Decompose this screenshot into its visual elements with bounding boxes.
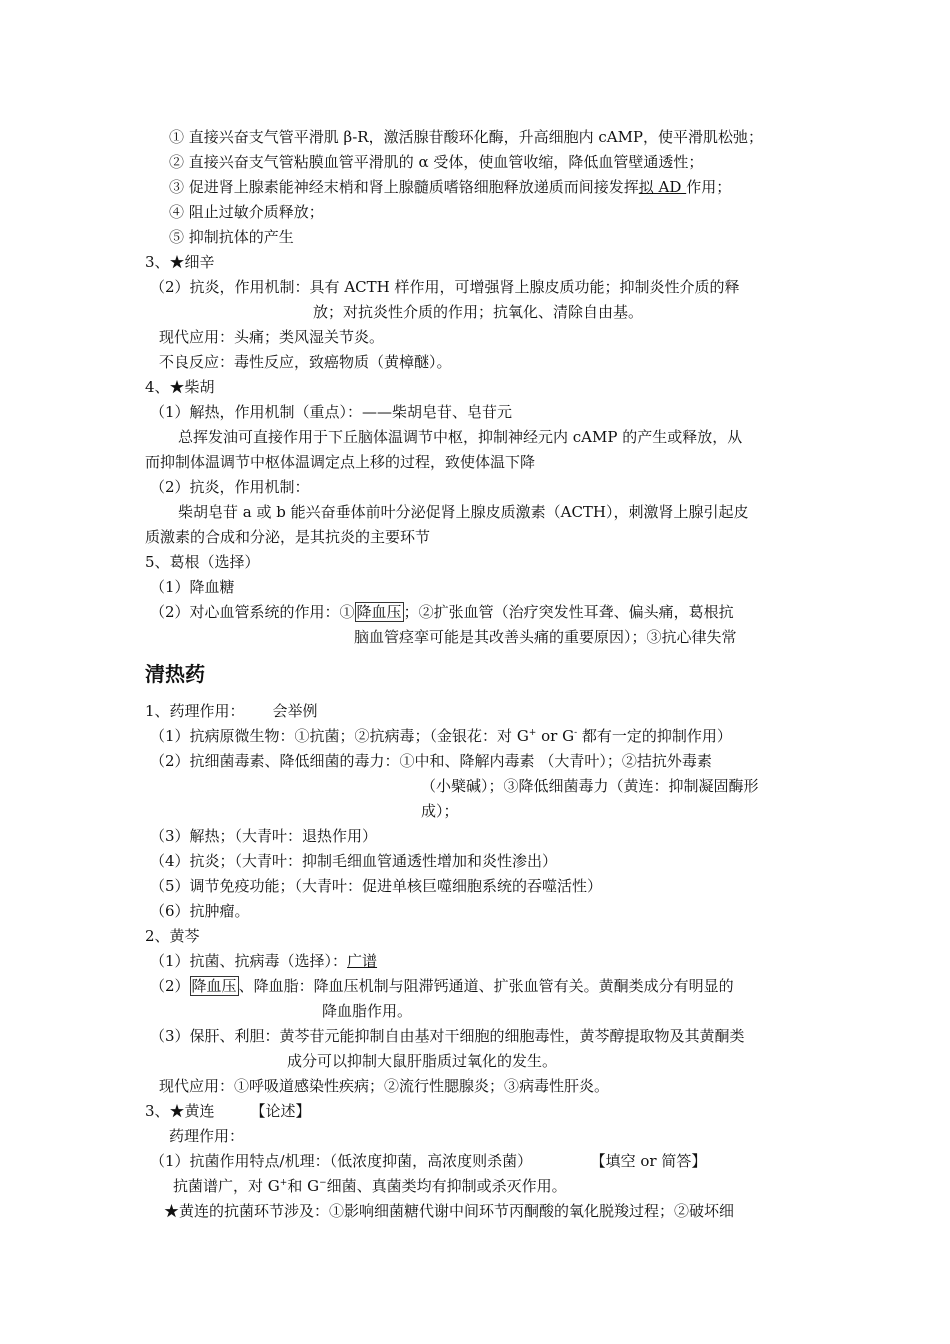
- chapter-heading: 清热药: [145, 662, 205, 686]
- text-span: 作用；: [686, 178, 732, 196]
- text-line: [145, 1101, 311, 1121]
- text-line: 脑血管痉挛可能是其改善头痛的重要原因）；③抗心律失常: [354, 628, 737, 646]
- text-line: ① 直接兴奋支气管平滑肌 β-R，激活腺苷酸环化酶，升高细胞内 cAMP，使平滑肌松弛；: [169, 128, 764, 146]
- section-title: 3、★黄连: [145, 1102, 215, 1120]
- text-line: 成）；: [421, 802, 459, 820]
- text-span: ③ 促进肾上腺素能神经末梢和肾上腺髓质嗜铬细胞释放递质而间接发挥: [169, 178, 639, 196]
- text-line: 现代应用：头痛；类风湿关节炎。: [159, 328, 385, 346]
- annotation-tag: 【论述】: [250, 1102, 311, 1120]
- text-span: （1）抗菌作用特点/机理：（低浓度抑菌，高浓度则杀菌）: [150, 1152, 533, 1170]
- text-line: （2）抗细菌毒素、降低细菌的毒力：①中和、降解内毒素 （大青叶）；②拮抗外毒素: [150, 752, 712, 770]
- text-line: 降血脂作用。: [322, 1002, 413, 1020]
- superscript: -: [574, 728, 578, 738]
- text-span: （1）抗菌、抗病毒（选择）：: [150, 952, 348, 970]
- section-title: 2、黄芩: [145, 927, 200, 945]
- text-line: ★黄连的抗菌环节涉及：①影响细菌糖代谢中间环节丙酮酸的氧化脱羧过程；②破坏细: [164, 1202, 735, 1220]
- text-line: （4）抗炎；（大青叶：抑制毛细血管通透性增加和炎性渗出）: [150, 852, 558, 870]
- text-line: [145, 701, 318, 721]
- boxed-term: 降血压: [356, 603, 402, 621]
- text-line: [173, 1176, 567, 1196]
- text-line: 放；对抗炎性介质的作用；抗氧化、清除自由基。: [313, 303, 644, 321]
- text-line: ⑤ 抑制抗体的产生: [169, 228, 294, 246]
- text-line: 总挥发油可直接作用于下丘脑体温调节中枢，抑制神经元内 cAMP 的产生或释放，从: [178, 428, 743, 446]
- text-line: 药理作用：: [169, 1127, 245, 1145]
- text-span: 细菌、真菌类均有抑制或杀灭作用。: [326, 1177, 567, 1195]
- text-span: （1）抗病原微生物：①抗菌；②抗病毒；（金银花：对 G: [150, 727, 529, 745]
- superscript: +: [528, 728, 537, 738]
- underlined-term: 拟 AD: [638, 178, 687, 196]
- text-line: 现代应用：①呼吸道感染性疾病；②流行性腮腺炎；③病毒性肝炎。: [159, 1077, 610, 1095]
- text-span: 都有一定的抑制作用）: [577, 727, 732, 745]
- superscript: +: [279, 1178, 288, 1188]
- text-line: 质激素的合成和分泌，是其抗炎的主要环节: [145, 528, 431, 546]
- text-line: [150, 976, 734, 996]
- text-line: [169, 177, 731, 197]
- text-line: 成分可以抑制大鼠肝脂质过氧化的发生。: [287, 1052, 558, 1070]
- text-line: 柴胡皂苷 a 或 b 能兴奋垂体前叶分泌促肾上腺皮质激素（ACTH），刺激肾上腺引起皮: [178, 503, 749, 521]
- text-line: [150, 726, 732, 746]
- text-line: （1）降血糖: [150, 578, 235, 596]
- text-line: [150, 1151, 706, 1171]
- text-line: （小檗碱）；③降低细菌毒力（黄连：抑制凝固酶形: [421, 777, 759, 795]
- text-span: （2）对心血管系统的作用：①: [150, 603, 355, 621]
- annotation-note: 会举例: [272, 702, 318, 720]
- underlined-term: 广谱: [347, 952, 378, 970]
- text-line: （3）保肝、利胆：黄芩苷元能抑制自由基对干细胞的细胞毒性，黄芩醇提取物及其黄酮类: [150, 1027, 745, 1045]
- annotation-tag: 【填空 or 简答】: [598, 1152, 707, 1170]
- text-line: （2）抗炎，作用机制：具有 ACTH 样作用，可增强肾上腺皮质功能；抑制炎性介质的释: [150, 278, 740, 296]
- text-line: ② 直接兴奋支气管粘膜血管平滑肌的 α 受体，使血管收缩，降低血管壁通透性；: [169, 153, 704, 171]
- boxed-term: 降血压: [191, 977, 237, 995]
- text-span: ；②扩张血管（治疗突发性耳聋、偏头痛，葛根抗: [403, 603, 734, 621]
- text-line: （5）调节免疫功能；（大青叶：促进单核巨噬细胞系统的吞噬活性）: [150, 877, 603, 895]
- text-line: （6）抗肿瘤。: [150, 902, 250, 920]
- text-span: or G: [536, 727, 575, 745]
- text-span: 和 G: [287, 1177, 320, 1195]
- text-line: （3）解热；（大青叶：退热作用）: [150, 827, 378, 845]
- text-span: 抗菌谱广，对 G: [173, 1177, 280, 1195]
- section-title: 4、★柴胡: [145, 378, 215, 396]
- text-span: 、降血脂：降血压机制与阻滞钙通道、扩张血管有关。黄酮类成分有明显的: [238, 977, 734, 995]
- text-line: （1）解热，作用机制（重点）：——柴胡皂苷、皂苷元: [150, 403, 513, 421]
- text-line: [150, 602, 734, 622]
- section-title: 3、★细辛: [145, 253, 215, 271]
- section-title: 5、葛根（选择）: [145, 553, 260, 571]
- superscript: −: [319, 1178, 327, 1188]
- text-line: 不良反应：毒性反应，致癌物质（黄樟醚）。: [159, 353, 452, 371]
- text-line: ④ 阻止过敏介质释放；: [169, 203, 324, 221]
- text-span: 1、药理作用：: [145, 702, 245, 720]
- text-span: （2）: [150, 977, 190, 995]
- text-line: 而抑制体温调节中枢体温调定点上移的过程，致使体温下降: [145, 453, 536, 471]
- text-line: （2）抗炎，作用机制：: [150, 478, 310, 496]
- text-line: [150, 951, 377, 971]
